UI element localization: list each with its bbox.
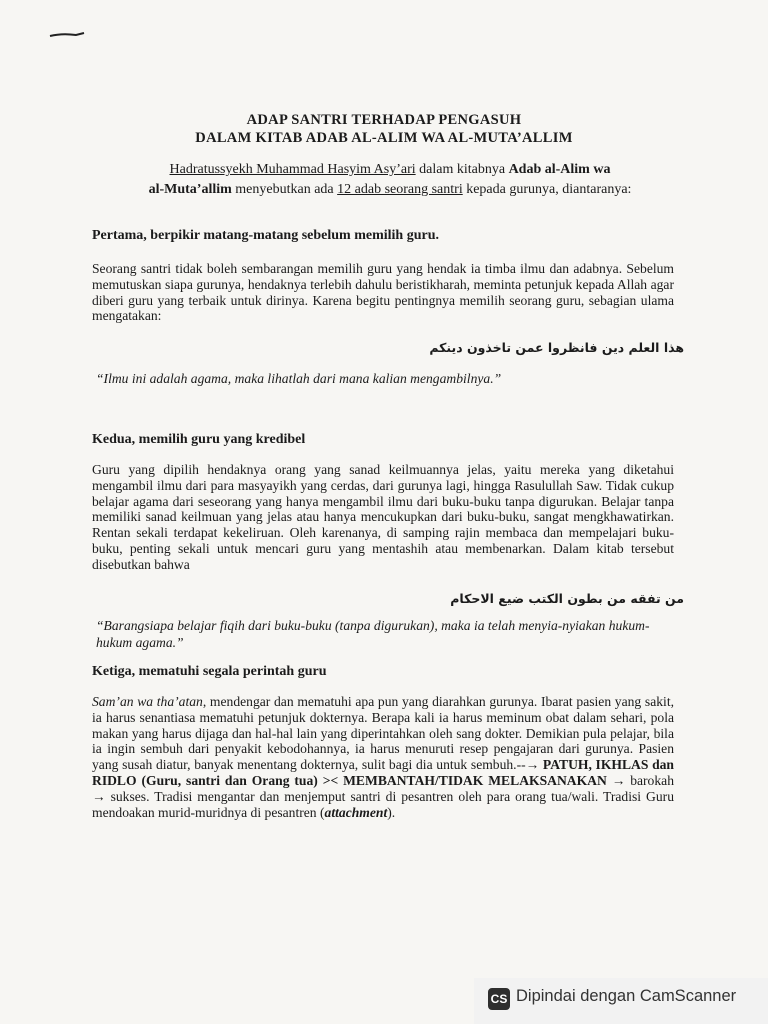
section1-translation: “Ilmu ini adalah agama, maka lihatlah dari mana kalian mengambilnya.” [96,371,502,386]
intro-text: kepada gurunya, diantaranya: [462,182,632,197]
intro-text: dalam kitabnya [415,162,509,177]
pen-mark-icon [48,30,88,40]
author-name: Hadratussyekh Muhammad Hasyim Asy’ari [169,162,416,177]
section2-heading: Kedua, memilih guru yang kredibel [92,432,306,447]
adab-count: 12 adab seorang santri [337,182,463,197]
section1-heading: Pertama, berpikir matang-matang sebelum memilih guru. [92,228,439,243]
scanner-watermark-label: Dipindai dengan CamScanner [516,987,737,1005]
section1-arabic-quote: هذا العلم دين فانظروا عمن تاخذون دينكم [429,340,684,355]
section1-paragraph: Seorang santri tidak boleh sembarangan memilih guru yang hendak ia timba ilmu dan adabnya. Sebelum memutuskan siapa gurunya, hendaknya terlebih dahulu beristikharah, meminta petunjuk kepada Allah agar diberi guru yang terbaik untuk dirinya. Karena begitu pentingnya memilih seorang guru, sebagian ulama mengatakan: [92,261,674,324]
paragraph-text: ). [387,804,396,820]
document-title-line1: ADAP SANTRI TERHADAP PENGASUH [246,112,522,128]
italic-term: attachment [324,804,388,820]
camscanner-logo-icon: CS [488,988,510,1010]
book-title-part2: al-Muta’allim [148,182,232,197]
italic-phrase: Sam’an wa tha’atan [92,694,203,709]
emphasis-text: PATUH, IKHLAS dan RIDLO (Guru, santri dan Orang tua) >< MEMBANTAH/TIDAK MELAKSANAKAN → [92,757,674,788]
section2-paragraph: Guru yang dipilih hendaknya orang yang sanad keilmuannya jelas, yaitu mereka yang diketahui mengambil ilmu dari para masyayikh yang cerdas, dari gurunya lagi, hingga Rasulullah Saw. Tidak cukup belajar agama dari seseorang yang hanya mengambil ilmu dari buku-buku tanpa digurukan. Belajar tanpa memiliki sanad keilmuan yang jelas atau hanya mencukupkan dari buku-buku, sangat mengkhawatirkan. Rentan sekali terdapat kekeliruan. Oleh karenanya, di samping rajin membaca dan mempelajari buku-buku, penting sekali untuk mencari guru yang mentashih atau membenarkan. Dalam kitab tersebut disebutkan bahwa [92,462,674,572]
section2-arabic-quote: من تفقه من بطون الكتب ضيع الاحكام [450,591,684,606]
section2-translation: “Barangsiapa belajar fiqih dari buku-buku (tanpa digurukan), maka ia telah menyia-nyiakan hukum-hukum agama.” [96,618,650,650]
intro-text: menyebutkan ada [231,182,338,197]
document-title-line2: DALAM KITAB ADAB AL-ALIM WA AL-MUTA’ALLIM [195,130,573,146]
intro-paragraph [110,160,670,200]
section3-paragraph [92,694,674,820]
book-title-part1: Adab al-Alim wa [508,162,611,177]
paragraph-text: , mendengar dan mematuhi apa pun yang diarahkan gurunya. Ibarat pasien yang sakit, ia harus senantiasa mematuhi petunjuk dokternya. Berapa kali ia harus meminum obat dalam sehari, pola makan yang harus dijaga dan hal-hal lain yang diperintahkan oleh sang dokter. Demikian pula pelajar, bila ia ingin sembuh dari penyakit kebodohannya, ia harus menuruti resep pengajaran dari gurunya. Pasien yang susah diatur, banyak menentang dokternya, sulit bagi dia untuk sembuh.--→ [92,694,674,773]
paragraph-text: barokah → sukses. Tradisi mengantar dan menjemput santri di pesantren oleh para orang tua/wali. Tradisi Guru mendoakan murid-muridnya di pesantren ( [92,772,674,820]
section3-heading: Ketiga, mematuhi segala perintah guru [92,664,327,679]
